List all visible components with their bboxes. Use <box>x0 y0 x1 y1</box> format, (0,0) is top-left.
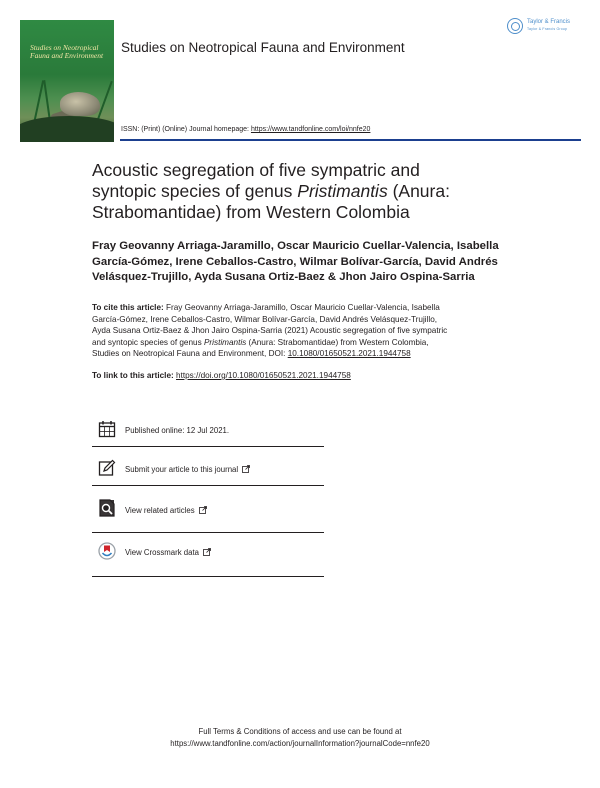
publisher-subtitle: Taylor & Francis Group <box>527 27 568 31</box>
author-line: García-Gómez, Irene Ceballos-Castro, Wilmar Bolívar-García, David Andrés <box>92 255 498 268</box>
calendar-icon <box>98 420 116 438</box>
grass-decoration <box>34 80 44 120</box>
search-icon <box>98 499 116 517</box>
issn-line <box>121 126 370 133</box>
divider <box>92 446 324 447</box>
doi-link[interactable]: 10.1080/01650521.2021.1944758 <box>287 349 411 359</box>
issn-text: ISSN: (Print) (Online) Journal homepage: <box>121 126 251 133</box>
leaf-shape <box>20 116 114 142</box>
publisher-logo-icon <box>507 18 523 34</box>
crossmark-link[interactable]: View Crossmark data <box>125 548 211 557</box>
journal-homepage-link[interactable]: https://www.tandfonline.com/loi/nnfe20 <box>250 126 371 133</box>
published-date: Published online: 12 Jul 2021. <box>125 426 230 435</box>
journal-title: Studies on Neotropical Fauna and Environment <box>121 40 405 55</box>
external-link-icon <box>199 506 207 514</box>
citation-block <box>92 302 570 360</box>
grass-decoration <box>43 80 51 120</box>
external-link-icon <box>203 548 211 556</box>
crossmark-icon <box>98 542 116 560</box>
genus-name: Pristimantis <box>297 181 388 201</box>
article-title-line: syntopic species of genus Pristimantis (Anura: <box>92 181 450 201</box>
related-articles-link[interactable]: View related articles <box>125 506 207 515</box>
cover-title: Studies on Neotropical Fauna and Environment <box>30 43 104 60</box>
header-divider <box>120 139 581 141</box>
divider <box>92 485 324 486</box>
journal-cover-image <box>20 20 114 142</box>
citation-label: To cite this article: <box>92 303 164 312</box>
citation-line: García-Gómez, Irene Ceballos-Castro, Wilmar Bolívar-García, David Andrés Velásquez-Trujillo, <box>92 314 438 324</box>
grass-decoration <box>97 81 113 119</box>
frog-shape <box>60 92 100 116</box>
citation-line: To cite this article: Fray Geovanny Arriaga-Jaramillo, Oscar Mauricio Cuellar-Valencia, Isabella <box>92 303 440 312</box>
author-list <box>92 239 562 286</box>
publisher-logo[interactable] <box>505 16 587 38</box>
external-link-icon <box>242 465 250 473</box>
link-label: To link to this article: <box>92 371 177 380</box>
article-title <box>92 160 562 223</box>
article-link-line <box>92 371 351 380</box>
article-title-line: Strabomantidae) from Western Colombia <box>92 202 410 222</box>
edit-icon <box>98 459 116 477</box>
divider <box>92 576 324 577</box>
article-title-line: Acoustic segregation of five sympatric and <box>92 160 420 180</box>
article-doi-link[interactable]: https://doi.org/10.1080/01650521.2021.1944758 <box>176 371 351 380</box>
author-line: Velásquez-Trujillo, Ayda Susana Ortiz-Baez & Jhon Jairo Ospina-Sarria <box>92 271 475 283</box>
footer-terms: Full Terms & Conditions of access and use can be found at <box>198 727 402 736</box>
submit-article-link[interactable]: Submit your article to this journal <box>125 465 250 474</box>
footer-terms-link[interactable]: https://www.tandfonline.com/action/journalInformation?journalCode=nnfe20 <box>170 739 430 748</box>
publisher-name: Taylor & Francis <box>527 19 571 25</box>
divider <box>92 532 324 533</box>
author-line: Fray Geovanny Arriaga-Jaramillo, Oscar Mauricio Cuellar-Valencia, Isabella <box>92 240 499 252</box>
citation-line: Ayda Susana Ortiz-Baez & Jhon Jairo Ospina-Sarria (2021) Acoustic segregation of five sympatric <box>92 326 448 336</box>
citation-line: Studies on Neotropical Fauna and Environment, DOI: 10.1080/01650521.2021.1944758 <box>92 349 411 359</box>
citation-line: and syntopic species of genus Pristimantis (Anura: Strabomantidae) from Western Colombia, <box>92 337 429 347</box>
